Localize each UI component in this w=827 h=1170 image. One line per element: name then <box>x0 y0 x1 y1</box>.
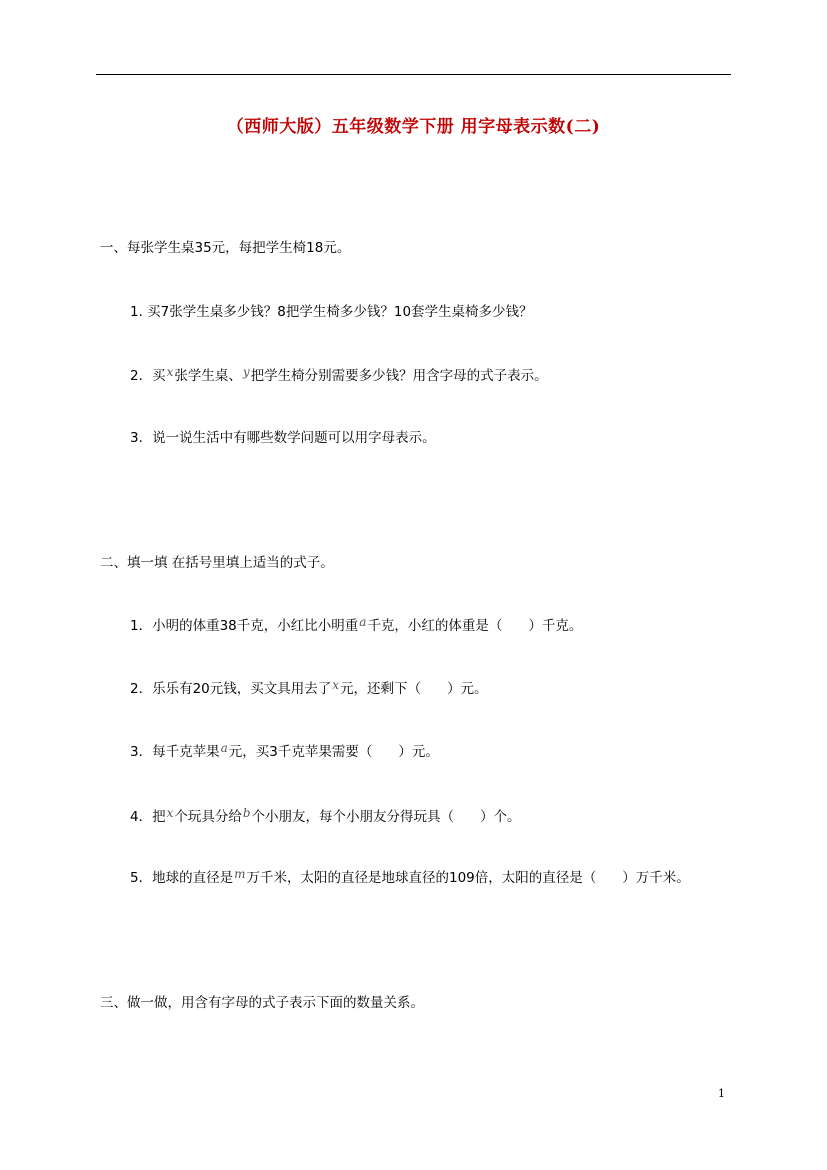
question-text: 张学生桌、 <box>174 368 242 384</box>
variable-x: x <box>332 678 340 692</box>
section-2-question-5 <box>130 868 690 888</box>
section-2-question-3 <box>130 742 439 762</box>
section-2-heading: 二、填一填 在括号里填上适当的式子。 <box>100 555 334 571</box>
variable-x: x <box>166 806 174 820</box>
question-text: 2．乐乐有20元钱，买文具用去了 <box>130 681 332 697</box>
question-text: 个小朋友，每个小朋友分得玩具（ <box>251 809 455 825</box>
page-number: 1 <box>718 1087 725 1100</box>
section-1-question-1: 1. 买7张学生桌多少钱？8把学生椅多少钱？10套学生桌椅多少钱？ <box>130 304 533 320</box>
question-text: 3．每千克苹果 <box>130 744 220 760</box>
question-text: 1．小明的体重38千克，小红比小明重 <box>130 618 359 634</box>
section-1-question-3: 3．说一说生活中有哪些数学问题可以用字母表示。 <box>130 430 436 446</box>
question-text: 2．买 <box>130 368 166 384</box>
question-text: ）万千米。 <box>622 870 690 886</box>
question-text: 万千米，太阳的直径是地球直径的109倍，太阳的直径是（ <box>246 870 597 886</box>
section-2-question-4 <box>130 807 521 827</box>
question-text: 元，还剩下（ <box>340 681 422 697</box>
question-text: ）元。 <box>398 744 439 760</box>
question-text: 4．把 <box>130 809 166 825</box>
question-text: 5．地球的直径是 <box>130 870 234 886</box>
section-2-question-1 <box>130 616 582 636</box>
question-text: 千克，小红的体重是（ <box>367 618 503 634</box>
variable-a: a <box>220 741 228 755</box>
question-text: 元，买3千克苹果需要（ <box>228 744 373 760</box>
variable-x: x <box>166 365 174 379</box>
section-1-heading: 一、每张学生桌35元，每把学生椅18元。 <box>100 240 351 256</box>
question-text: ）千克。 <box>528 618 583 634</box>
variable-m: m <box>234 867 246 881</box>
question-text: ）元。 <box>447 681 488 697</box>
section-3-heading: 三、做一做，用含有字母的式子表示下面的数量关系。 <box>100 995 424 1011</box>
variable-a: a <box>359 615 367 629</box>
question-text: 把学生椅分别需要多少钱？用含字母的式子表示。 <box>250 368 548 384</box>
section-1-question-2 <box>130 366 548 386</box>
section-2-question-2 <box>130 679 488 699</box>
header-rule <box>96 74 731 75</box>
page-title: （西师大版）五年级数学下册 用字母表示数(二) <box>226 117 601 137</box>
variable-b: b <box>242 806 251 820</box>
variable-y: y <box>242 365 250 379</box>
question-text: 个玩具分给 <box>174 809 242 825</box>
question-text: ）个。 <box>480 809 521 825</box>
